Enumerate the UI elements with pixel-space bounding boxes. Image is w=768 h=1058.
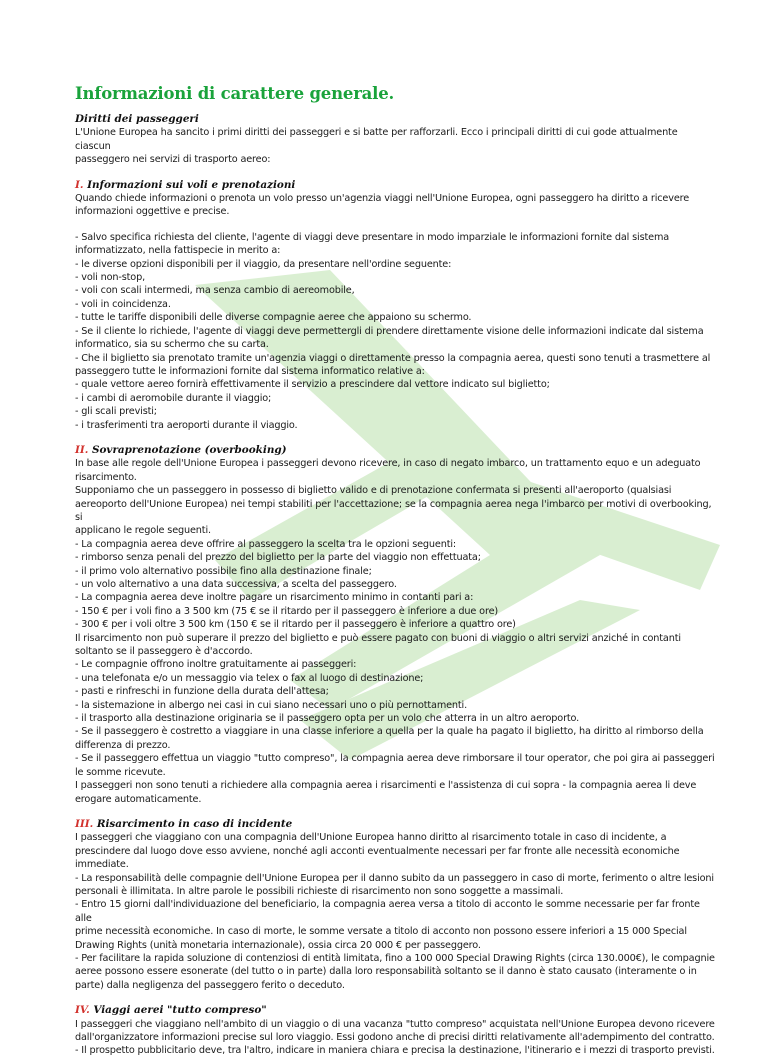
text-line: - le diverse opzioni disponibili per il viaggio, da presentare nell'ordine seguente:	[75, 258, 452, 270]
section-1-para-1	[75, 192, 715, 219]
text-line: passeggero tutte le informazioni fornite dal sistema informatico relative a:	[75, 365, 425, 377]
text-line: differenza di prezzo.	[75, 739, 171, 751]
section-1-para-2	[75, 231, 715, 432]
text-line: - Salvo specifica richiesta del cliente, l'agente di viaggi deve presentare in modo imparziale le informazioni fornite dal sistema	[75, 231, 670, 243]
text-line: informatizzato, nella fattispecie in merito a:	[75, 245, 281, 257]
text-line: - Se il passeggero effettua un viaggio "tutto compreso", la compagnia aerea deve rimborsare il tour operator, che poi gira ai passeggeri	[75, 753, 715, 765]
roman-numeral: II.	[75, 443, 89, 456]
text-line: prime necessità economiche. In caso di morte, le somme versate a titolo di acconto non possono essere inferiori a 15 000 Special	[75, 926, 687, 938]
text-line: - Le compagnie offrono inoltre gratuitamente ai passeggeri:	[75, 659, 357, 671]
section-3-text	[75, 831, 715, 992]
text-line: risarcimento.	[75, 471, 137, 483]
text-line: passeggero nei servizi di trasporto aereo:	[75, 154, 271, 166]
text-line: - una telefonata e/o un messaggio via telex o fax al luogo di destinazione;	[75, 672, 424, 684]
text-line: le somme ricevute.	[75, 766, 166, 778]
text-line: - La compagnia aerea deve offrire al passeggero la scelta tra le opzioni seguenti:	[75, 538, 457, 550]
section-4-text	[75, 1018, 715, 1058]
text-line: - Entro 15 giorni dall'individuazione del beneficiario, la compagnia aerea versa a titolo di acconto le somme necessarie per far fronte alle	[75, 899, 700, 924]
text-line: Drawing Rights (unità monetaria internazionale), ossia circa 20 000 € per passeggero.	[75, 939, 481, 951]
text-line: - gli scali previsti;	[75, 406, 157, 418]
text-line: - quale vettore aereo fornirà effettivamente il servizio a prescindere dal vettore indicato sul biglietto;	[75, 379, 550, 391]
section-heading-1	[75, 179, 715, 192]
document	[75, 84, 715, 1058]
text-line: aereoporto dell'Unione Europea) nei tempi stabiliti per l'accettazione; se la compagnia aerea nega l'imbarco per motivi di overbooking, si	[75, 498, 712, 523]
roman-numeral: I.	[75, 178, 84, 191]
text-line: prescindere dal luogo dove esso avviene, nonché agli acconti eventualmente necessari per far fronte alle necessità economiche	[75, 845, 680, 857]
intro-text	[75, 126, 715, 166]
text-line: - La responsabilità delle compagnie dell'Unione Europea per il danno subito da un passeggero in caso di morte, ferimento o altre lesioni	[75, 872, 714, 884]
text-line: - un volo alternativo a una data successiva, a scelta del passeggero.	[75, 579, 397, 590]
text-line: Il risarcimento non può superare il prezzo del biglietto e può essere pagato con buoni di viaggio o altri servizi anziché in contanti	[75, 632, 681, 644]
section-heading-4	[75, 1004, 715, 1017]
text-line: - Se il cliente lo richiede, l'agente di viaggi deve permettergli di prendere direttamente visione delle informazioni indicate dal sistema	[75, 325, 704, 337]
text-line: informatico, sia su schermo che su carta.	[75, 339, 269, 351]
text-line: soltanto se il passeggero è d'accordo.	[75, 646, 253, 658]
roman-numeral: IV.	[75, 1004, 90, 1017]
text-line: - 300 € per i voli oltre 3 500 km (150 € se il ritardo per il passeggero è inferiore a quattro ore)	[75, 619, 516, 631]
section-heading-3	[75, 818, 715, 831]
section-heading-intro: Diritti dei passeggeri	[75, 113, 199, 125]
text-line: - La compagnia aerea deve inoltre pagare un risarcimento minimo in contanti pari a:	[75, 592, 474, 604]
text-line: L'Unione Europea ha sancito i primi diritti dei passeggeri e si batte per rafforzarli. Ecco i principali diritti di cui gode attualmente ciascun	[75, 127, 678, 152]
text-line: erogare automaticamente.	[75, 793, 202, 805]
text-line: - Il prospetto pubblicitario deve, tra l'altro, indicare in maniera chiara e precisa la destinazione, l'itinerario e i mezzi di trasporto previsti.	[75, 1045, 715, 1057]
text-line: immediate.	[75, 859, 129, 871]
text-line: dall'organizzatore informazioni precise sul loro viaggio. Essi godono anche di precisi diritti relativamente all'adempimento del contratto.	[75, 1032, 715, 1043]
text-line: - il trasporto alla destinazione originaria se il passeggero opta per un volo che atterra in un altro aeroporto.	[75, 713, 580, 725]
section-title: Informazioni sui voli e prenotazioni	[87, 178, 296, 191]
text-line: I passeggeri non sono tenuti a richiedere alla compagnia aerea i risarcimenti e l'assistenza di cui sopra - la compagnia aerea li deve	[75, 780, 697, 792]
text-line: personali è illimitata. In altre parole le possibili richieste di risarcimento non sono soggette a massimali.	[75, 885, 564, 897]
text-line: - tutte le tariffe disponibili delle diverse compagnie aeree che appaiono su schermo.	[75, 312, 472, 324]
text-line: - la sistemazione in albergo nei casi in cui siano necessari uno o più pernottamenti.	[75, 699, 468, 711]
text-line: parte) dalla negligenza del passeggero ferito o deceduto.	[75, 979, 345, 991]
page-title: Informazioni di carattere generale.	[75, 84, 395, 103]
text-line: - voli in coincidenza.	[75, 298, 171, 310]
section-heading-2	[75, 444, 715, 457]
text-line: aeree possono essere esonerate (del tutto o in parte) dalla loro responsabilità soltanto se il danno è stato causato (interamente o in	[75, 966, 697, 978]
text-line: - pasti e rinfreschi in funzione della durata dell'attesa;	[75, 686, 329, 698]
text-line: - i trasferimenti tra aeroporti durante il viaggio.	[75, 419, 298, 431]
section-title: Sovraprenotazione (overbooking)	[91, 443, 287, 456]
text-line: informazioni oggettive e precise.	[75, 206, 230, 218]
text-line: - il primo volo alternativo possibile fino alla destinazione finale;	[75, 565, 372, 577]
text-line: - i cambi di aeromobile durante il viaggio;	[75, 392, 272, 404]
section-2-text	[75, 457, 715, 806]
roman-numeral: III.	[75, 817, 94, 830]
text-line: Supponiamo che un passeggero in possesso di biglietto valido e di prenotazione confermata si presenti all'aeroporto (qualsiasi	[75, 485, 672, 497]
text-line: - voli non-stop,	[75, 272, 146, 284]
text-line: - voli con scali intermedi, ma senza cambio di aereomobile,	[75, 285, 355, 297]
text-line: Quando chiede informazioni o prenota un volo presso un'agenzia viaggi nell'Unione Europea, ogni passeggero ha diritto a ricevere	[75, 193, 690, 205]
section-title: Viaggi aerei "tutto compreso"	[93, 1004, 267, 1017]
text-line: - Per facilitare la rapida soluzione di contenziosi di entità limitata, fino a 100 000 Special Drawing Rights (circa 130.000€), le compagnie	[75, 952, 715, 964]
text-line: - Se il passeggero è costretto a viaggiare in una classe inferiore a quella per la quale ha pagato il biglietto, ha diritto al rimborso della	[75, 726, 704, 738]
text-line: I passeggeri che viaggiano con una compagnia dell'Unione Europea hanno diritto al risarcimento totale in caso di incidente, a	[75, 832, 667, 844]
text-line: In base alle regole dell'Unione Europea i passeggeri devono ricevere, in caso di negato imbarco, un trattamento equo e un adeguato	[75, 458, 701, 470]
text-line: - 150 € per i voli fino a 3 500 km (75 € se il ritardo per il passeggero è inferiore a due ore)	[75, 605, 499, 617]
section-title: Risarcimento in caso di incidente	[96, 817, 293, 830]
text-line: I passeggeri che viaggiano nell'ambito di un viaggio o di una vacanza "tutto compreso" acquistata nell'Unione Europea devono ricevere	[75, 1018, 715, 1030]
text-line: - Che il biglietto sia prenotato tramite un'agenzia viaggi o direttamente presso la compagnia aerea, questi sono tenuti a trasmettere al	[75, 352, 711, 364]
text-line: applicano le regole seguenti.	[75, 525, 211, 537]
text-line: - rimborso senza penali del prezzo del biglietto per la parte del viaggio non effettuata;	[75, 552, 481, 564]
